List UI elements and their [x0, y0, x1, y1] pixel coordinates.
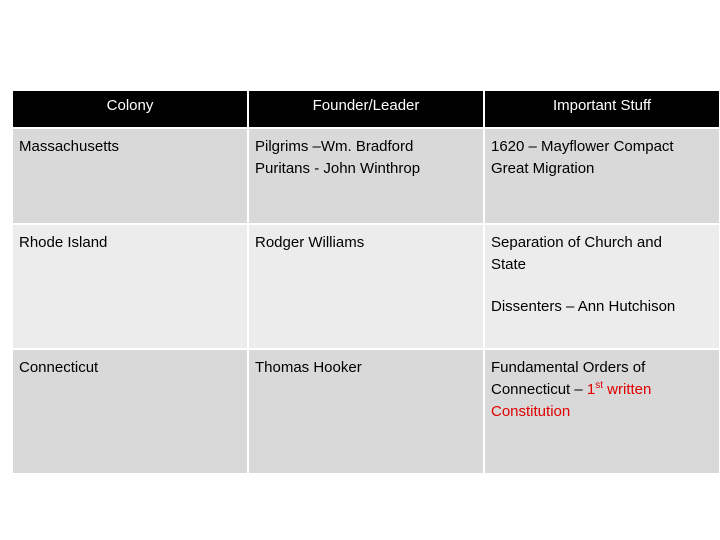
colony-cell: [12, 224, 248, 349]
founder-line: Puritans - John Winthrop: [255, 160, 421, 177]
important-line: Fundamental Orders of: [491, 359, 646, 376]
header-colony: Colony: [12, 90, 248, 128]
important-cell: [484, 349, 720, 474]
colony-cell: [12, 349, 248, 474]
table-header-row: [12, 90, 720, 128]
header-founder-leader: Founder/Leader: [248, 90, 484, 128]
important-line: [491, 379, 713, 401]
colony-name: Rhode Island: [19, 234, 108, 251]
table-row: [12, 224, 720, 349]
important-line: Separation of Church and: [491, 234, 662, 251]
spacer: [491, 276, 713, 296]
important-line: Dissenters – Ann Hutchison: [491, 298, 676, 315]
founder-cell: [248, 349, 484, 474]
founder-line: Thomas Hooker: [255, 359, 362, 376]
important-cell: [484, 128, 720, 224]
highlight-line: Constitution: [491, 403, 571, 420]
highlight-text: written: [603, 381, 652, 398]
highlight-superscript: st: [595, 380, 604, 391]
table-row: [12, 128, 720, 224]
header-important-stuff: Important Stuff: [484, 90, 720, 128]
highlight-number: 1: [586, 381, 596, 398]
important-text: Connecticut –: [491, 381, 587, 398]
important-line: State: [491, 256, 527, 273]
colony-name: Massachusetts: [19, 138, 120, 155]
colony-name: Connecticut: [19, 359, 99, 376]
colonies-table: [12, 90, 720, 474]
important-line: 1620 – Mayflower Compact: [491, 138, 674, 155]
colony-cell: [12, 128, 248, 224]
founder-line: Pilgrims –Wm. Bradford: [255, 138, 414, 155]
founder-cell: [248, 128, 484, 224]
founder-cell: [248, 224, 484, 349]
important-cell: [484, 224, 720, 349]
important-line: Great Migration: [491, 160, 595, 177]
founder-line: Rodger Williams: [255, 234, 365, 251]
table-row: [12, 349, 720, 474]
